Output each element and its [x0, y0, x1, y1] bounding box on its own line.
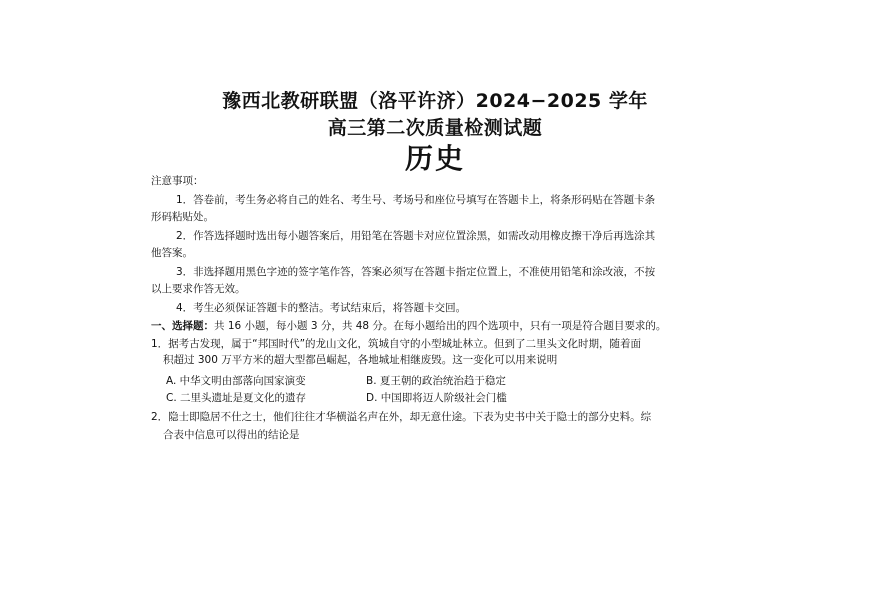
- section-1-heading: [151, 319, 666, 333]
- notice-item-3-line1: 3．非选择题用黑色字迹的签字笔作答，答案必须写在答题卡指定位置上，不准使用铅笔和涂改液，不按: [176, 266, 656, 278]
- question-1-stem-line2: 积超过 300 万平方米的超大型都邑崛起，各地城址相继废毁。这一变化可以用来说明: [163, 354, 558, 366]
- exam-title-line2: 高三第二次质量检测试题: [327, 117, 543, 139]
- notice-heading: 注意事项：: [151, 175, 204, 187]
- question-1-option-c: C. 二里头遗址是夏文化的遗存: [166, 392, 307, 404]
- question-1-stem-line1: 1．据考古发现，属于“邦国时代”的龙山文化，筑城自守的小型城址林立。但到了二里头文化时期，随着面: [151, 338, 642, 350]
- question-1-option-a: A. 中华文明由部落向国家演变: [166, 375, 306, 387]
- notice-item-2-line2: 他答案。: [151, 247, 193, 259]
- question-2-stem-line2: 合表中信息可以得出的结论是: [163, 429, 300, 441]
- notice-item-3-line2: 以上要求作答无效。: [151, 283, 246, 295]
- question-1-option-d: D. 中国即将迈人阶级社会门槛: [366, 392, 507, 404]
- notice-item-1-line2: 形码粘贴处。: [151, 211, 214, 223]
- question-1-option-b: B. 夏王朝的政治统治趋于稳定: [366, 375, 506, 387]
- section-1-label: 一、选择题：: [151, 320, 214, 332]
- section-1-description: 共 16 小题，每小题 3 分，共 48 分。在每小题给出的四个选项中，只有一项是符合题目要求的。: [214, 320, 667, 332]
- notice-item-1-line1: 1．答卷前，考生务必将自己的姓名、考生号、考场号和座位号填写在答题卡上，将条形码贴在答题卡条: [176, 194, 656, 206]
- subject-title: 历史: [404, 142, 465, 175]
- exam-title-line1: 豫西北教研联盟（洛平许济）2024−2025 学年: [222, 90, 648, 112]
- notice-item-2-line1: 2．作答选择题时选出每小题答案后，用铅笔在答题卡对应位置涂黑，如需改动用橡皮擦干净后再选涂其: [176, 230, 656, 242]
- question-2-stem-line1: 2．隐士即隐居不仕之士，他们往往才华横溢名声在外，却无意仕途。下表为史书中关于隐士的部分史料。综: [151, 411, 652, 423]
- notice-item-4-line1: 4．考生必须保证答题卡的整洁。考试结束后，将答题卡交回。: [176, 302, 467, 314]
